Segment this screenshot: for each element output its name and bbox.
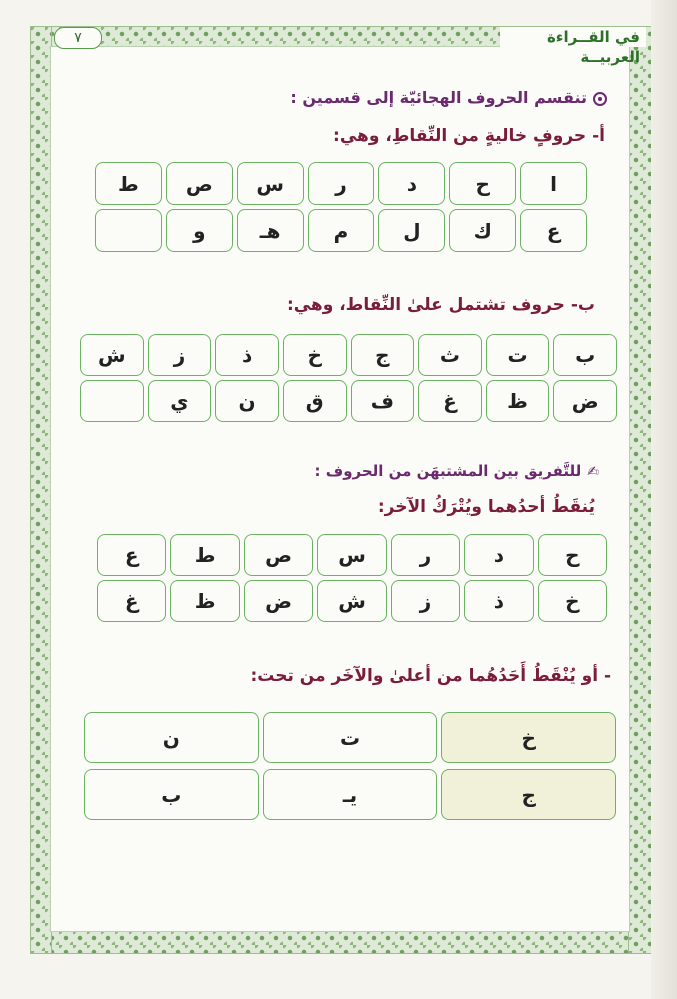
letter-cell: ب: [553, 334, 617, 376]
part-b-heading: ب- حروف تشتمل علىٰ النِّقاط، وهي:: [286, 295, 595, 315]
letter-cell: يـ: [263, 769, 438, 820]
letter-cell: ق: [283, 380, 347, 422]
letter-cell: ك: [449, 209, 516, 252]
letter-cell: ن: [215, 380, 279, 422]
letter-cell: ط: [95, 162, 162, 205]
letter-cell: ل: [378, 209, 445, 252]
section-heading-distinguishing: [315, 462, 599, 480]
letter-cell: ص: [166, 162, 233, 205]
ornamental-border-bottom: [30, 930, 632, 954]
section2-heading-text: للتَّفريق بين المشتبهَن من الحروف :: [314, 462, 582, 480]
letter-cell: ط: [170, 534, 239, 576]
letter-cell: ح: [449, 162, 516, 205]
letter-cell: ظ: [486, 380, 550, 422]
letters-with-dots-grid: [80, 334, 617, 422]
letter-cell: ج: [351, 334, 415, 376]
similar-letters-grid: [97, 534, 607, 622]
letter-cell: د: [464, 534, 533, 576]
book-spine-shadow: [651, 0, 677, 999]
letter-cell: س: [317, 534, 386, 576]
letter-cell: خ: [538, 580, 607, 622]
letter-cell: ب: [84, 769, 259, 820]
letter-cell: ع: [97, 534, 166, 576]
letter-cell: ن: [84, 712, 259, 763]
letter-cell: ف: [351, 380, 415, 422]
letter-cell: س: [237, 162, 304, 205]
part-a-heading: أ- حروفٍ خاليةٍ من النِّقاطِ، وهي:: [333, 126, 605, 146]
letter-cell: ح: [538, 534, 607, 576]
letter-cell: ش: [317, 580, 386, 622]
letter-cell: ث: [418, 334, 482, 376]
letters-without-dots-grid: [95, 162, 587, 252]
letter-cell: ص: [244, 534, 313, 576]
letter-cell: [95, 209, 162, 252]
letter-cell: [80, 380, 144, 422]
letter-cell: و: [166, 209, 233, 252]
above-below-rule-heading: - أو يُنْقَطُ أَحَدُهُما من أعلىٰ والآخَر من تحت:: [250, 666, 611, 686]
letter-cell: غ: [97, 580, 166, 622]
letter-cell: ض: [553, 380, 617, 422]
letter-cell: خ: [283, 334, 347, 376]
letter-cell: ا: [520, 162, 587, 205]
letter-cell: ش: [80, 334, 144, 376]
letter-cell: ظ: [170, 580, 239, 622]
page-number: ٧: [54, 27, 102, 49]
letter-cell: ر: [391, 534, 460, 576]
ornamental-border-right: [628, 26, 652, 954]
letter-cell: م: [308, 209, 375, 252]
letter-cell: ع: [520, 209, 587, 252]
letter-cell: خ: [441, 712, 616, 763]
letter-cell: ض: [244, 580, 313, 622]
ornamental-border-left: [30, 26, 52, 954]
pencil-icon: ✍: [587, 464, 599, 480]
letter-cell: ز: [148, 334, 212, 376]
letter-cell: ي: [148, 380, 212, 422]
letter-cell: ذ: [215, 334, 279, 376]
letter-cell: غ: [418, 380, 482, 422]
section-heading-text: تنقسم الحروف الهجائيّة إلى قسمين :: [290, 88, 587, 107]
above-below-letters-grid: [84, 712, 616, 820]
letter-cell: ذ: [464, 580, 533, 622]
letter-cell: ج: [441, 769, 616, 820]
section-heading-divisions: [290, 88, 607, 107]
flower-icon: [593, 92, 607, 106]
running-header-title: في القــراءة العربيــة: [500, 27, 646, 47]
letter-cell: هـ: [237, 209, 304, 252]
letter-cell: ز: [391, 580, 460, 622]
letter-cell: ت: [486, 334, 550, 376]
dotting-rule-heading: يُنقَطُ أحدُهما ويُتْرَكُ الآخر:: [377, 497, 595, 517]
letter-cell: ت: [263, 712, 438, 763]
letter-cell: د: [378, 162, 445, 205]
letter-cell: ر: [308, 162, 375, 205]
